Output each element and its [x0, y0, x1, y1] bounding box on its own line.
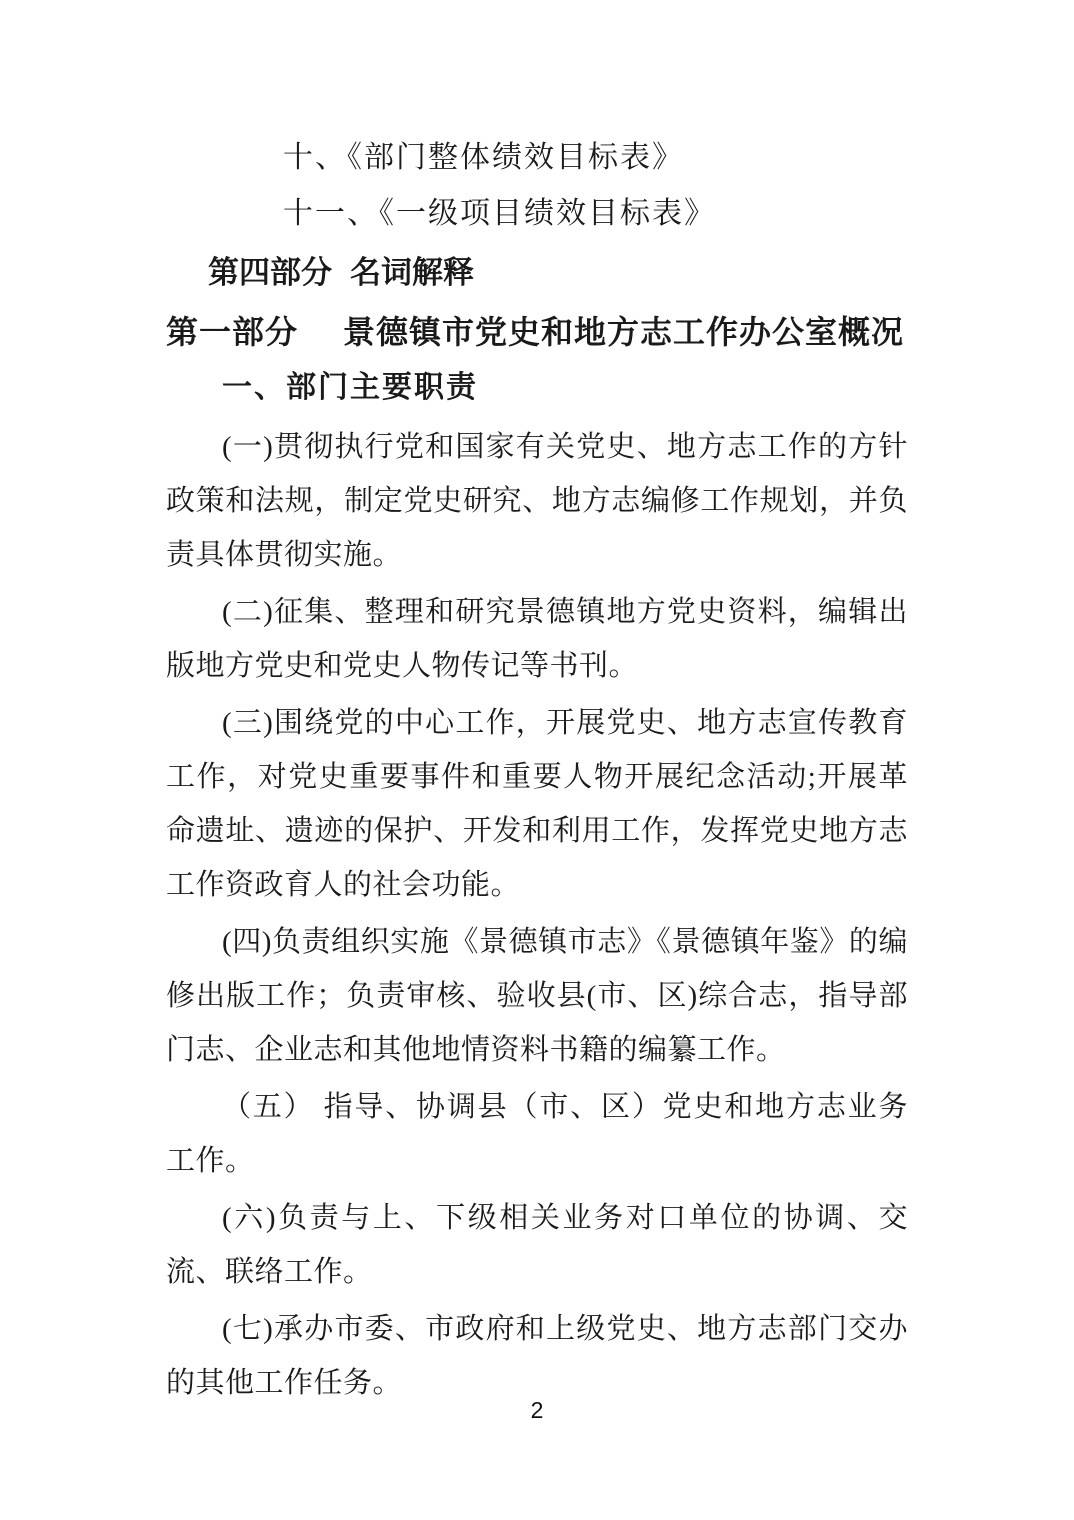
heading-part1: [166, 304, 908, 360]
body-paragraph-6: (六)负责与上、下级相关业务对口单位的协调、交流、联络工作。: [166, 1202, 908, 1288]
document-content: [166, 130, 908, 1413]
body-paragraph-2: (二)征集、整理和研究景德镇地方党史资料，编辑出版地方党史和党史人物传记等书刊。: [166, 596, 908, 682]
toc-item-11: 十一、《一级项目绩效目标表》: [283, 197, 716, 230]
heading-part4: [166, 245, 908, 301]
body-paragraph-4: (四)负责组织实施《景德镇市志》《景德镇年鉴》的编修出版工作；负责审核、验收县(市、区)综合志，指导部门志、企业志和其他地情资料书籍的编纂工作。: [166, 926, 908, 1066]
body-paragraph-3: (三)围绕党的中心工作，开展党史、地方志宣传教育工作，对党史重要事件和重要人物开展纪念活动;开展革命遗址、遗迹的保护、开发和利用工作，发挥党史地方志工作资政育人的社会功能。: [166, 707, 908, 901]
body-paragraph-7: (七)承办市委、市政府和上级党史、地方志部门交办的其他工作任务。: [166, 1313, 908, 1399]
body-paragraph-1: (一)贯彻执行党和国家有关党史、地方志工作的方针政策和法规，制定党史研究、地方志编修工作规划，并负责具体贯彻实施。: [166, 431, 908, 571]
page-number: 2: [530, 1397, 544, 1423]
heading-part4-title: 名词解释: [350, 255, 474, 290]
heading-part1-label: 第一部分: [166, 314, 299, 350]
heading-section1: 一、部门主要职责: [222, 371, 478, 404]
heading-part1-title: 景德镇市党史和地方志工作办公室概况: [343, 314, 905, 350]
heading-part4-label: 第四部分: [208, 255, 332, 290]
body-paragraph-5: （五） 指导、协调县（市、区）党史和地方志业务工作。: [166, 1091, 908, 1177]
toc-item-10: 十、《部门整体绩效目标表》: [283, 141, 684, 174]
